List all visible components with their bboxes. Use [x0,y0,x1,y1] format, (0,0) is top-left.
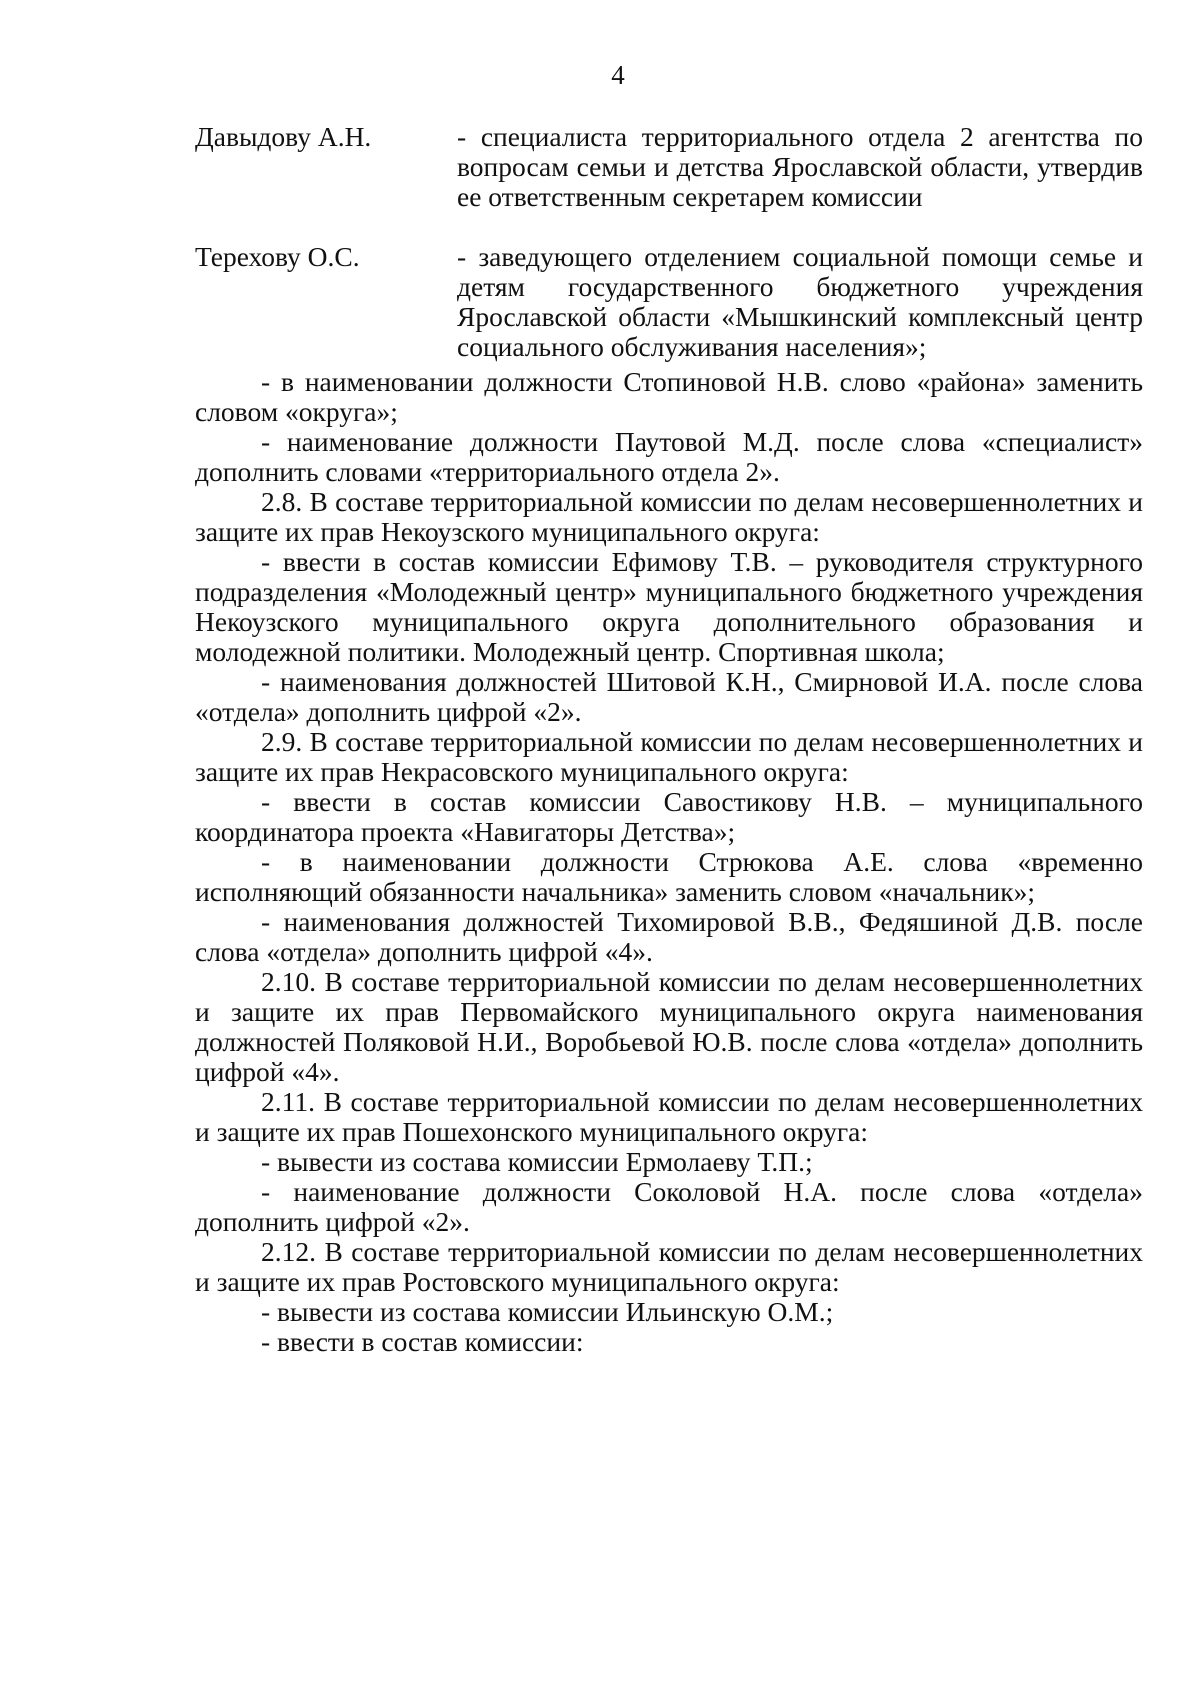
paragraph: 2.10. В составе территориальной комиссии по делам несовершеннолетних и защите их прав Первомайского муниципального округа наименования должностей Поляковой Н.И., Воробьевой Ю.В. после слова «отдела» дополнить цифрой «4». [195,966,1143,1087]
person-description: - заведующего отделением социальной помощи семье и детям государственного бюджетного учреждения Ярославской области «Мышкинский комплексный центр социального обслуживания населения»; [457,241,1143,362]
person-name: Давыдову А.Н. [195,121,372,152]
paragraph: - вывести из состава комиссии Ермолаеву Т.П.; [261,1146,813,1177]
paragraph: - в наименовании должности Стопиновой Н.В. слово «района» заменить словом «округа»; [195,366,1143,427]
paragraph: - наименование должности Паутовой М.Д. после слова «специалист» дополнить словами «территориального отдела 2». [195,426,1143,487]
paragraph: - вывести из состава комиссии Ильинскую О.М.; [261,1296,834,1327]
paragraph: - в наименовании должности Стрюкова А.Е. слова «временно исполняющий обязанности начальника» заменить словом «начальник»; [195,846,1143,907]
paragraph: 2.8. В составе территориальной комиссии по делам несовершеннолетних и защите их прав Некоузского муниципального округа: [195,486,1143,547]
paragraph: 2.11. В составе территориальной комиссии по делам несовершеннолетних и защите их прав Пошехонского муниципального округа: [195,1086,1143,1147]
paragraph: - наименования должностей Шитовой К.Н., Смирновой И.А. после слова «отдела» дополнить цифрой «2». [195,666,1143,727]
person-entry [195,242,1143,362]
paragraph: 2.12. В составе территориальной комиссии по делам несовершеннолетних и защите их прав Ростовского муниципального округа: [195,1236,1143,1297]
paragraph: 2.9. В составе территориальной комиссии по делам несовершеннолетних и защите их прав Некрасовского муниципального округа: [195,726,1143,787]
document-body [195,367,1143,1357]
person-name: Терехову О.С. [195,241,360,272]
paragraph: - наименования должностей Тихомировой В.В., Федяшиной Д.В. после слова «отдела» дополнить цифрой «4». [195,906,1143,967]
person-description: - специалиста территориального отдела 2 агентства по вопросам семьи и детства Ярославской области, утвердив ее ответственным секретарем комиссии [457,121,1143,212]
paragraph: - ввести в состав комиссии: [261,1326,584,1357]
paragraph: - наименование должности Соколовой Н.А. после слова «отдела» дополнить цифрой «2». [195,1176,1143,1237]
person-entry [195,122,1143,212]
paragraph: - ввести в состав комиссии Ефимову Т.В. – руководителя структурного подразделения «Молодежный центр» муниципального бюджетного учреждения Некоузского муниципального округа дополнительного образования и молодежной политики. Молодежный центр. Спортивная школа; [195,546,1143,667]
page-number: 4 [611,60,625,90]
paragraph: - ввести в состав комиссии Савостикову Н.В. – муниципального координатора проекта «Навигаторы Детства»; [195,786,1143,847]
